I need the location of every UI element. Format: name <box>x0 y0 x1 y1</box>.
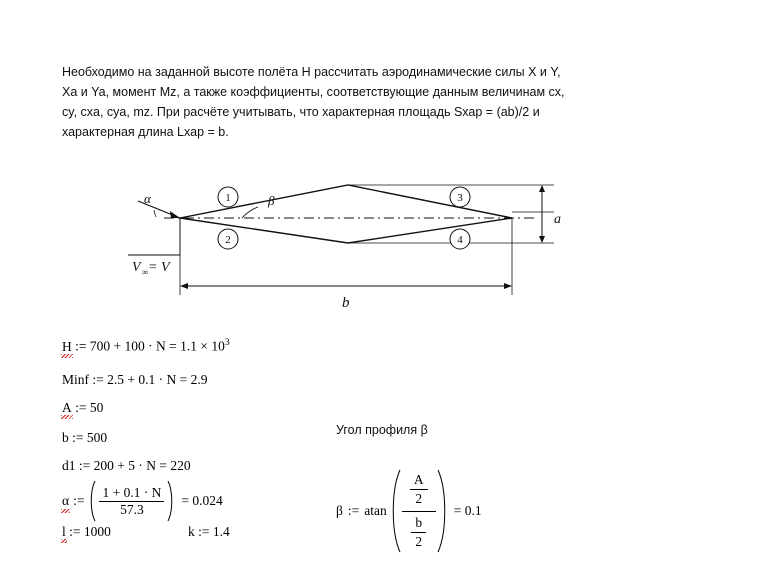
fraction-b-numerator: b <box>415 514 423 530</box>
equation-l[interactable] <box>62 524 111 540</box>
right-paren-beta <box>436 468 448 554</box>
fraction-b-bar <box>411 532 426 533</box>
a-arrow-top <box>539 185 545 192</box>
variable-beta: β <box>336 503 343 518</box>
fraction-alpha-numerator: 1 + 0.1 · N <box>102 484 162 500</box>
velocity-equation: = V <box>148 260 170 275</box>
node-3-label: 3 <box>457 192 463 204</box>
a-arrow-bottom <box>539 236 545 243</box>
intro-line-4: характерная длина Lхар = b. <box>62 125 229 139</box>
equation-beta-func: atan <box>364 503 387 518</box>
node-2-label: 2 <box>225 234 231 246</box>
velocity-label: V <box>132 260 141 275</box>
fraction-b-denominator: 2 <box>415 533 423 549</box>
beta-label: β <box>268 193 275 208</box>
fraction-A-bar <box>410 489 428 490</box>
equation-A-body: := 50 <box>75 400 104 415</box>
right-paren-alpha <box>166 480 175 522</box>
intro-paragraph <box>62 62 692 142</box>
b-arrow-left <box>180 283 188 289</box>
alpha-label: α <box>144 191 151 206</box>
variable-alpha: α <box>62 493 70 508</box>
equation-A[interactable] <box>62 400 103 416</box>
equation-Minf[interactable]: Minf := 2.5 + 0.1 · N = 2.9 <box>62 372 208 387</box>
variable-A: A <box>62 400 72 415</box>
equation-d1[interactable]: d1 := 200 + 5 · N = 220 <box>62 458 191 473</box>
equation-b[interactable]: b := 500 <box>62 430 108 445</box>
equation-H-body: := 700 + 100 · N = 1.1 × <box>75 338 208 354</box>
variable-H: H <box>62 338 72 354</box>
beta-section <box>336 423 666 437</box>
math-region <box>58 338 718 568</box>
fraction-alpha <box>99 485 164 517</box>
equation-l-body: := 1000 <box>69 524 111 539</box>
fraction-A-numerator: A <box>413 472 424 488</box>
equation-H-base: 10 <box>211 338 225 354</box>
variable-l: l <box>62 524 66 539</box>
equation-alpha-result: = 0.024 <box>181 493 223 508</box>
diagram-svg <box>132 155 570 315</box>
nested-fraction-bar <box>402 511 436 512</box>
beta-arc <box>242 207 258 218</box>
fraction-alpha-denominator: 57.3 <box>99 501 164 518</box>
intro-line-2: Xa и Ya, момент Mz, а также коэффициенты, соответствующие данным величинам cx, <box>62 85 565 99</box>
equation-alpha-assign: := <box>73 493 85 508</box>
fraction-A-denominator: 2 <box>415 491 423 507</box>
equation-H-exponent: 3 <box>224 338 230 348</box>
beta-section-title: Угол профиля β <box>336 423 428 437</box>
left-paren-alpha <box>88 480 97 522</box>
equation-beta-result: = 0.1 <box>453 503 482 518</box>
left-paren-beta <box>390 468 402 554</box>
node-4-label: 4 <box>457 234 463 246</box>
equation-k[interactable]: k := 1.4 <box>188 524 230 539</box>
chord-b-label: b <box>342 295 350 311</box>
equation-beta-assign: := <box>347 503 360 518</box>
b-arrow-right <box>504 283 512 289</box>
equation-H[interactable] <box>62 338 230 355</box>
intro-line-1: Необходимо на заданной высоте полёта H рассчитать аэродинамические силы X и Y, <box>62 65 561 79</box>
equation-alpha[interactable] <box>62 480 223 522</box>
fraction-A-over-2 <box>410 472 428 507</box>
node-1-label: 1 <box>225 192 231 204</box>
intro-line-3: cy, cxa, cya, mz. При расчёте учитывать, что характерная площадь Sхар = (ab)/2 и <box>62 105 540 119</box>
fraction-b-over-2 <box>411 515 426 550</box>
height-a-label: a <box>554 212 561 227</box>
equation-beta[interactable] <box>336 468 482 554</box>
alpha-arc <box>154 210 156 217</box>
rhombic-airfoil-diagram <box>132 155 570 315</box>
nested-fraction-beta <box>402 472 436 550</box>
velocity-subscript: ∞ <box>142 267 149 277</box>
